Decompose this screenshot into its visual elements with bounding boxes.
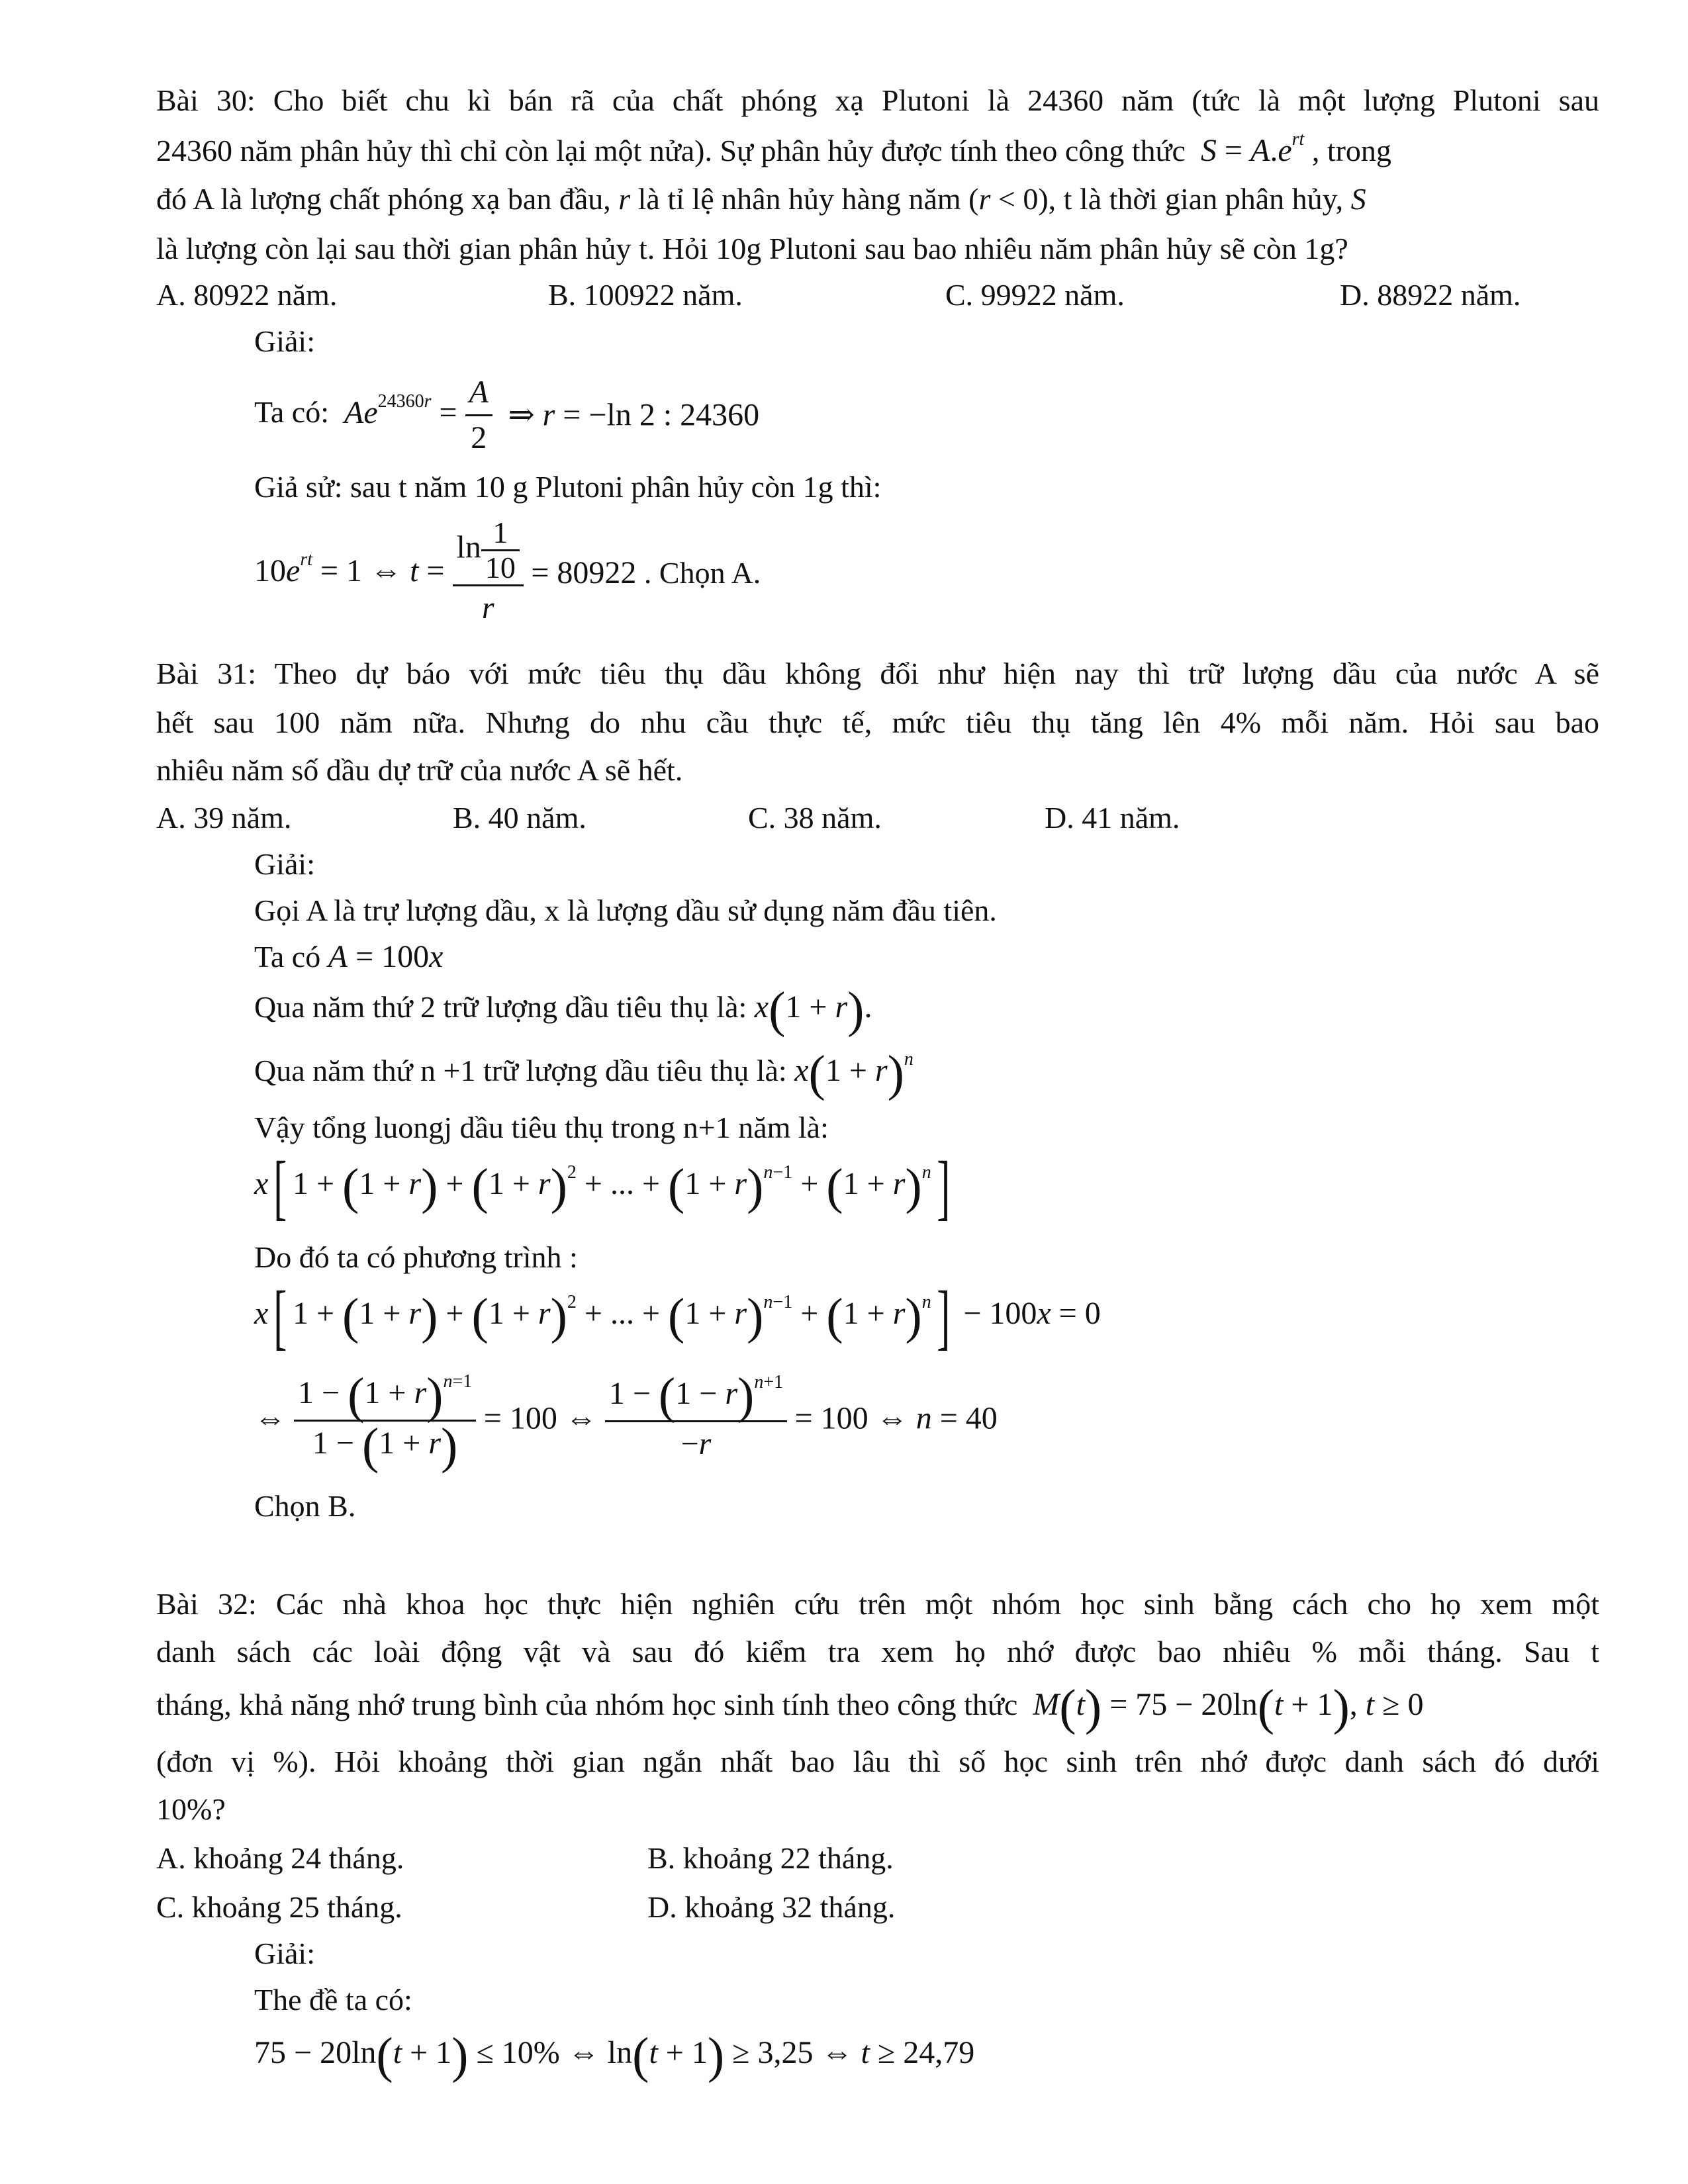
p31-equation-result: ⇔ $\frac{1 - (1 + r)^{n=1}}{1 - (1 + r)}$ = 100 ⇔ $\frac{1 - (1 - r)^{n+1}}{-r}$ = 100 ⇔ n = 40 [254, 1367, 998, 1474]
p30-option-a: A. 80922 năm. [156, 278, 338, 312]
p30-option-d: D. 88922 năm. [1340, 278, 1521, 312]
p32-option-d: D. khoảng 32 tháng. [647, 1890, 896, 1924]
p32-option-c: C. khoảng 25 tháng. [156, 1890, 402, 1924]
p31-choice: Chọn B. [254, 1489, 356, 1523]
p31-option-d: D. 41 năm. [1045, 801, 1180, 835]
p30-option-c: C. 99922 năm. [945, 278, 1125, 312]
decay-formula: $S = A.e^{rt}$ [1200, 129, 1305, 168]
p32-line3: tháng, khả năng nhớ trung bình của nhóm học sinh tính theo công thức M(t) = 75 − 20ln(t + 1), t ≥ 0 [156, 1679, 1424, 1735]
p32-option-a: A. khoảng 24 tháng. [156, 1841, 404, 1875]
p32-option-b: B. khoảng 22 tháng. [647, 1841, 894, 1875]
p31-option-b: B. 40 năm. [453, 801, 586, 835]
p32-line4: (đơn vị %). Hỏi khoảng thời gian ngắn nhất bao lâu thì số học sinh trên nhớ được danh sách đó dưới [156, 1745, 1599, 1778]
p31-solution-label: Giải: [254, 847, 315, 881]
p30-line4: là lượng còn lại sau thời gian phân hủy t. Hỏi 10g Plutoni sau bao nhiêu năm phân hủy sẽ còn 1g? [156, 232, 1348, 265]
p31-step4: Qua năm thứ n +1 trữ lượng dầu tiêu thụ là: $x(1 + r)^n$ [254, 1045, 914, 1101]
p32-line1: Bài 32: Các nhà khoa học thực hiện nghiên cứu trên một nhóm học sinh bằng cách cho họ xem một [156, 1587, 1599, 1621]
p32-line2: danh sách các loài động vật và sau đó kiểm tra xem họ nhớ được bao nhiêu % mỗi tháng. Sau t [156, 1635, 1599, 1668]
p30-equation-2: $10e^{rt} = 1$ ⇔ t = ln $\frac{1}{10}$ r = 80922 . Chọn A. [254, 516, 761, 630]
p30-solution-label: Giải: [254, 324, 315, 358]
p32-solution-label: Giải: [254, 1936, 315, 1970]
p31-step2: Ta có A = 100x [254, 939, 444, 974]
p31-step5: Vậy tổng luongj dầu tiêu thụ trong n+1 năm là: [254, 1111, 829, 1144]
p32-step1: The đề ta có: [254, 1983, 412, 2017]
p30-line2: 24360 năm phân hủy thì chỉ còn lại một nửa). Sự phân hủy được tính theo công thức $S = A.e^{rt}$ , trong [156, 129, 1391, 168]
p31-step3: Qua năm thứ 2 trữ lượng dầu tiêu thụ là: x(1 + r). [254, 981, 872, 1038]
p32-line5: 10%? [156, 1792, 226, 1826]
p31-step1: Gọi A là trự lượng dầu, x là lượng dầu sử dụng năm đầu tiên. [254, 893, 997, 927]
p31-option-c: C. 38 năm. [748, 801, 882, 835]
p30-assume: Giả sử: sau t năm 10 g Plutoni phân hủy còn 1g thì: [254, 470, 882, 504]
memory-formula: M(t) = 75 − 20ln(t + 1), t ≥ 0 [1033, 1679, 1424, 1735]
p31-option-a: A. 39 năm. [156, 801, 292, 835]
p32-inequality: 75 − 20ln(t + 1) ≤ 10% ⇔ ln(t + 1) ≥ 3,25 ⇔ t ≥ 24,79 [254, 2027, 975, 2083]
p31-line2: hết sau 100 năm nữa. Nhưng do nhu cầu thực tế, mức tiêu thụ tăng lên 4% mỗi năm. Hỏi sau bao [156, 705, 1599, 739]
p30-option-b: B. 100922 năm. [548, 278, 743, 312]
p31-line3: nhiêu năm số dầu dự trữ của nước A sẽ hết. [156, 753, 683, 787]
p31-step6: Do đó ta có phương trình : [254, 1240, 578, 1274]
p30-line1: Bài 30: Cho biết chu kì bán rã của chất phóng xạ Plutoni là 24360 năm (tức là một lượng Plutoni sau [156, 83, 1599, 117]
p31-equation: x[ $1 + (1 + r) + (1 + r)^2$ + ... + $(1 + r)^{n-1} + (1 + r)^n] - 100x = 0$ [254, 1276, 1101, 1357]
p30-equation-1: Ta có: $Ae^{24360r}$ = $\frac{A}{2}$ ⇒ r = −ln 2 : 24360 [254, 371, 759, 460]
p31-line1: Bài 31: Theo dự báo với mức tiêu thụ dầu không đổi như hiện nay thì trữ lượng dầu của nước A sẽ [156, 657, 1599, 690]
p31-sum-expression: x[ $1 + (1 + r) + (1 + r)^2$ + ... + $(1 + r)^{n-1} + (1 + r)^n$] [254, 1146, 951, 1227]
p30-line3: đó A là lượng chất phóng xạ ban đầu, r là tỉ lệ nhân hủy hàng năm (r < 0), t là thời gian phân hủy, S [156, 182, 1366, 216]
